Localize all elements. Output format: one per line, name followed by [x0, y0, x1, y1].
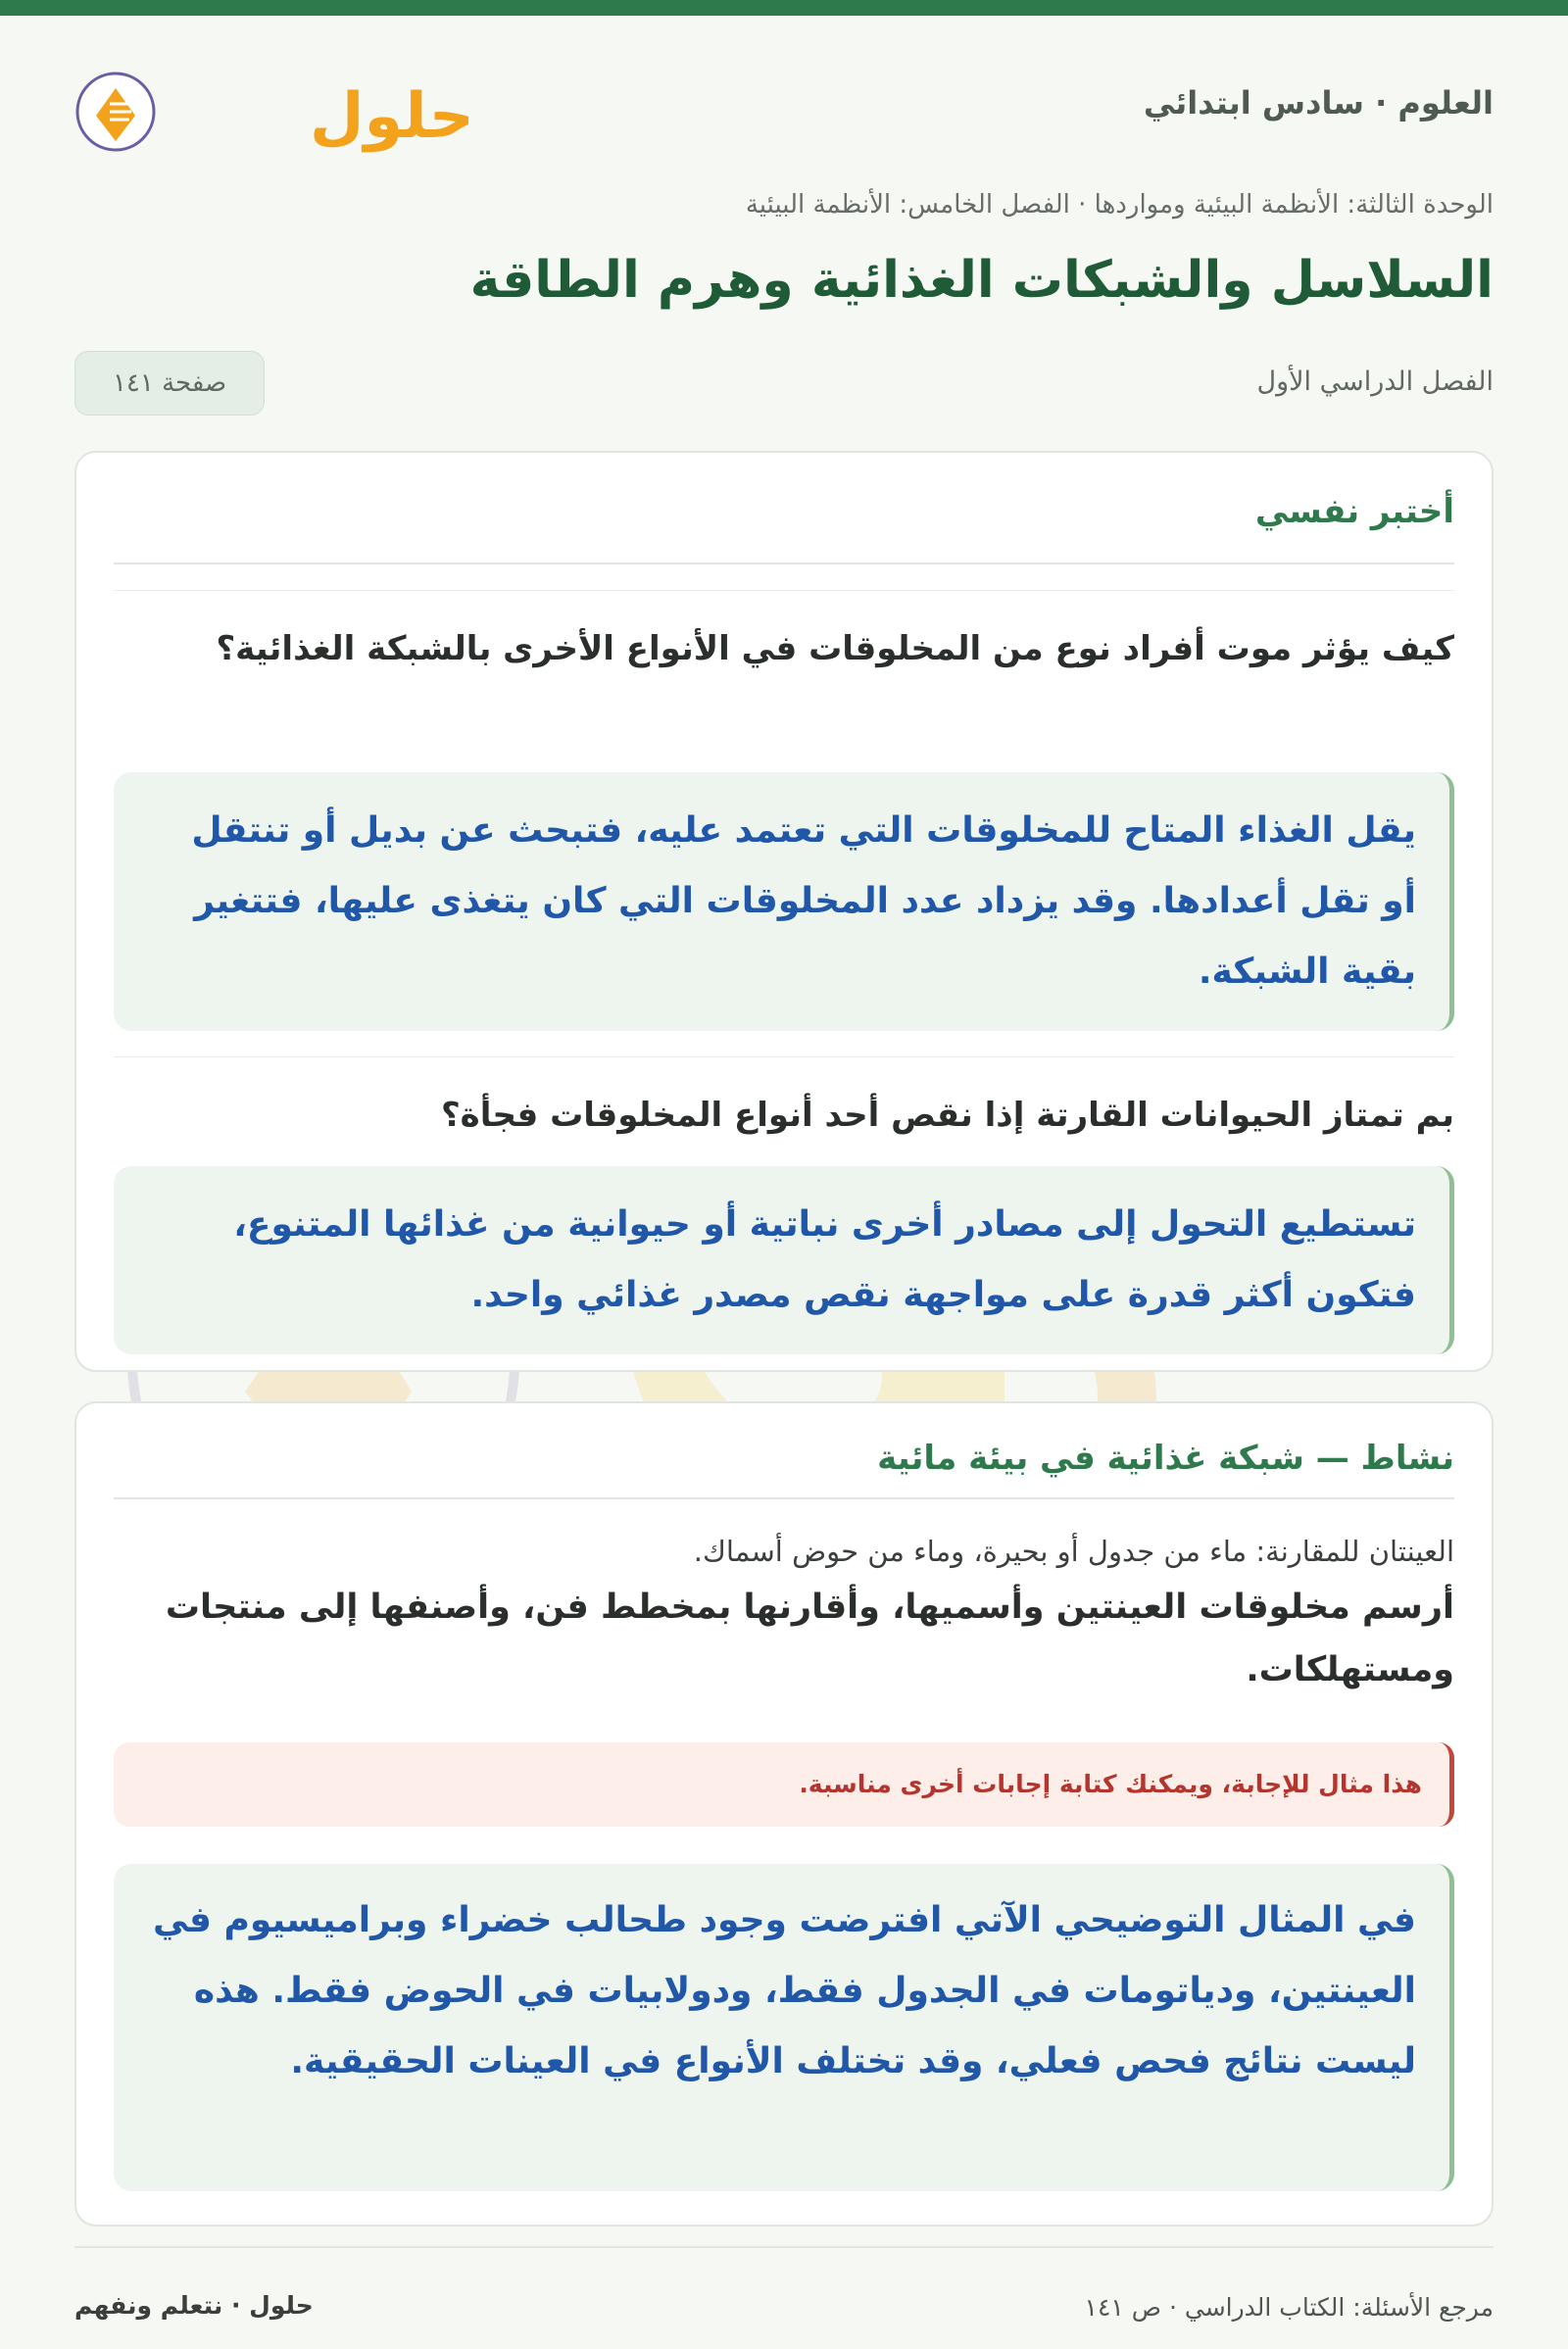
page-title: السلاسل والشبكات الغذائية وهرم الطاقة: [469, 251, 1494, 310]
answer-1: يقل الغذاء المتاح للمخلوقات التي تعتمد عليه، فتبحث عن بديل أو تنتقل أو تقل أعدادها. وقد يزداد عدد المخلوقات التي كان يتغذى عليها، فتتغير بقية الشبكة.: [114, 772, 1454, 1031]
activity-heading: نشاط — شبكة غذائية في بيئة مائية: [877, 1439, 1454, 1478]
page: [74, 16, 1494, 2322]
footer-brand[interactable]: حلول · نتعلم ونفهم: [74, 2291, 314, 2320]
top-accent-bar: [0, 0, 1568, 16]
answer-2: تستطيع التحول إلى مصادر أخرى نباتية أو حيوانية من غذائها المتنوع، فتكون أكثر قدرة على مواجهة نقص مصدر غذائي واحد.: [114, 1166, 1454, 1354]
hulul-logo[interactable]: [74, 55, 474, 163]
question-divider: [114, 1056, 1454, 1057]
samples-text: العينتان للمقارنة: ماء من جدول أو بحيرة، وماء من حوض أسماك.: [693, 1535, 1454, 1568]
example-note: هذا مثال للإجابة، ويمكنك كتابة إجابات أخرى مناسبة.: [114, 1742, 1454, 1827]
section-divider: [114, 590, 1454, 591]
subject-label: العلوم · سادس ابتدائي: [1143, 84, 1494, 122]
page-number-badge: صفحة ١٤١: [74, 351, 265, 416]
activity-heading-divider: [114, 1497, 1454, 1499]
term-label: الفصل الدراسي الأول: [1256, 367, 1494, 397]
question-1: كيف يؤثر موت أفراد نوع من المخلوقات في الأنواع الأخرى بالشبكة الغذائية؟: [216, 629, 1454, 668]
activity-card: [74, 1401, 1494, 2227]
header: [74, 16, 1494, 202]
footer-reference: مرجع الأسئلة: الكتاب الدراسي · ص ١٤١: [1084, 2293, 1494, 2322]
self-test-card: [74, 451, 1494, 1372]
activity-answer: في المثال التوضيحي الآتي افترضت وجود طحالب خضراء وبراميسيوم في العينتين، ودياتومات في الجدول فقط، ودولابيات في الحوض فقط. هذه ليست نتائج فحص فعلي، وقد تختلف الأنواع في العينات الحقيقية.: [114, 1864, 1454, 2191]
self-test-heading: أختبر نفسي: [1254, 492, 1454, 531]
footer-divider: [74, 2246, 1494, 2248]
logo-text: حلول: [310, 80, 474, 153]
heading-divider: [114, 563, 1454, 564]
question-2: بم تمتاز الحيوانات القارتة إذا نقص أحد أنواع المخلوقات فجأة؟: [440, 1096, 1454, 1135]
activity-task: أرسم مخلوقات العينتين وأسميها، وأقارنها بمخطط فن، وأصنفها إلى منتجات ومستهلكات.: [165, 1588, 1454, 1689]
breadcrumb: الوحدة الثالثة: الأنظمة البيئية ومواردها · الفصل الخامس: الأنظمة البيئية: [745, 190, 1494, 220]
